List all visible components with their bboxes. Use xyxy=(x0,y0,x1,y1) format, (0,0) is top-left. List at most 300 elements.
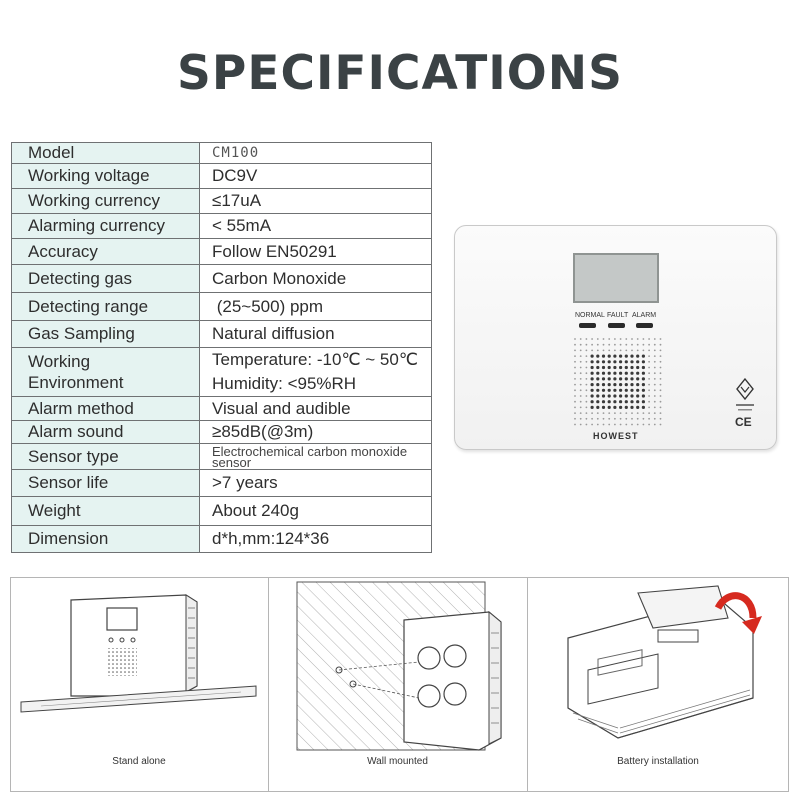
table-row xyxy=(12,526,432,553)
speaker-hole xyxy=(614,418,616,420)
speaker-hole xyxy=(630,377,633,380)
speaker-hole xyxy=(580,344,582,346)
speaker-hole xyxy=(602,377,605,380)
panel-wall-mounted xyxy=(268,578,526,791)
table-row xyxy=(12,189,432,214)
speaker-hole xyxy=(630,360,633,363)
speaker-hole xyxy=(654,344,656,346)
speaker-hole xyxy=(660,418,662,420)
speaker-hole xyxy=(637,424,639,426)
table-row xyxy=(12,421,432,444)
speaker-hole xyxy=(608,344,610,346)
speaker-hole xyxy=(630,355,633,358)
speaker-hole xyxy=(591,418,593,420)
led-alarm xyxy=(636,323,653,328)
speaker-hole xyxy=(591,350,593,352)
speaker-hole xyxy=(637,350,639,352)
speaker-hole xyxy=(619,383,622,386)
speaker-hole xyxy=(614,350,616,352)
speaker-hole xyxy=(636,400,639,403)
speaker-hole xyxy=(574,338,576,340)
speaker-hole xyxy=(654,407,656,409)
speaker-hole xyxy=(608,400,611,403)
installation-panels xyxy=(10,577,789,792)
speaker-hole xyxy=(574,361,576,363)
speaker-hole xyxy=(586,389,588,391)
caption-stand-alone: Stand alone xyxy=(112,756,166,767)
spec-label: Alarm method xyxy=(12,397,200,421)
speaker-hole xyxy=(630,394,633,397)
speaker-hole xyxy=(619,389,622,392)
spec-value: Visual and audible xyxy=(200,397,432,421)
speaker-hole xyxy=(660,412,662,414)
speaker-hole xyxy=(602,360,605,363)
speaker-hole xyxy=(625,394,628,397)
spec-value: (25~500) ppm xyxy=(200,293,432,321)
speaker-hole xyxy=(591,355,594,358)
speaker-hole xyxy=(642,383,645,386)
speaker-hole xyxy=(603,424,605,426)
speaker-hole xyxy=(648,355,650,357)
speaker-hole xyxy=(625,400,628,403)
speaker-hole xyxy=(625,377,628,380)
kitemark-icon xyxy=(734,376,756,416)
speaker-hole xyxy=(630,389,633,392)
speaker-hole xyxy=(619,400,622,403)
speaker-hole xyxy=(637,418,639,420)
spec-label: Detecting range xyxy=(12,293,200,321)
speaker-hole xyxy=(620,424,622,426)
spec-label: Accuracy xyxy=(12,239,200,265)
speaker-hole xyxy=(591,412,593,414)
ce-mark: CE xyxy=(735,415,752,429)
speaker-hole xyxy=(597,418,599,420)
speaker-hole xyxy=(597,344,599,346)
spec-label: Sensor type xyxy=(12,444,200,470)
spec-value: < 55mA xyxy=(200,214,432,239)
speaker-hole xyxy=(654,401,656,403)
speaker-hole xyxy=(580,367,582,369)
spec-value: Carbon Monoxide xyxy=(200,265,432,293)
led-normal xyxy=(579,323,596,328)
spec-value-line: Electrochemical carbon monoxide xyxy=(212,443,408,459)
speaker-hole xyxy=(625,350,627,352)
speaker-hole xyxy=(591,360,594,363)
speaker-hole xyxy=(619,377,622,380)
speaker-hole xyxy=(660,389,662,391)
speaker-hole xyxy=(580,372,582,374)
speaker-hole xyxy=(642,394,645,397)
speaker-hole xyxy=(608,389,611,392)
spec-label: Working currency xyxy=(12,189,200,214)
speaker-hole xyxy=(574,395,576,397)
speaker-hole xyxy=(586,344,588,346)
speaker-hole xyxy=(596,406,599,409)
speaker-hole xyxy=(613,394,616,397)
speaker-hole xyxy=(631,350,633,352)
spec-value: Natural diffusion xyxy=(200,321,432,348)
spec-label: Dimension xyxy=(12,526,200,553)
indicator-label-fault: FAULT xyxy=(607,312,629,319)
speaker-hole xyxy=(586,395,588,397)
speaker-hole xyxy=(591,366,594,369)
speaker-hole xyxy=(603,412,605,414)
speaker-hole xyxy=(619,394,622,397)
speaker-hole xyxy=(586,418,588,420)
table-row xyxy=(12,143,432,164)
speaker-hole xyxy=(636,377,639,380)
speaker-hole xyxy=(654,338,656,340)
speaker-hole xyxy=(631,424,633,426)
speaker-hole xyxy=(648,389,650,391)
speaker-hole xyxy=(642,372,645,375)
speaker-hole xyxy=(602,394,605,397)
speaker-hole xyxy=(643,424,645,426)
speaker-hole xyxy=(602,389,605,392)
speaker-hole xyxy=(586,401,588,403)
speaker-hole xyxy=(648,418,650,420)
speaker-hole xyxy=(596,360,599,363)
speaker-hole xyxy=(637,412,639,414)
speaker-hole xyxy=(643,412,645,414)
table-row xyxy=(12,321,432,348)
speaker-hole xyxy=(642,360,645,363)
speaker-hole xyxy=(586,407,588,409)
speaker-hole xyxy=(625,424,627,426)
speaker-hole xyxy=(586,361,588,363)
speaker-hole xyxy=(602,366,605,369)
speaker-hole xyxy=(660,384,662,386)
speaker-hole xyxy=(637,344,639,346)
table-row xyxy=(12,239,432,265)
speaker-hole xyxy=(660,355,662,357)
speaker-hole xyxy=(654,350,656,352)
speaker-hole xyxy=(574,407,576,409)
speaker-hole xyxy=(574,389,576,391)
speaker-hole xyxy=(586,350,588,352)
speaker-hole xyxy=(654,412,656,414)
speaker-hole xyxy=(625,338,627,340)
speaker-hole xyxy=(586,412,588,414)
spec-label: Model xyxy=(12,143,200,164)
speaker-hole xyxy=(603,344,605,346)
speaker-hole xyxy=(586,355,588,357)
speaker-hole xyxy=(574,372,576,374)
speaker-hole xyxy=(654,424,656,426)
detector-product-image xyxy=(454,225,777,450)
speaker-hole xyxy=(648,407,650,409)
speaker-hole xyxy=(608,394,611,397)
speaker-hole xyxy=(660,361,662,363)
spec-label: Alarming currency xyxy=(12,214,200,239)
speaker-hole xyxy=(642,355,645,358)
spec-value: >7 years xyxy=(200,470,432,497)
speaker-hole xyxy=(625,389,628,392)
speaker-hole xyxy=(630,383,633,386)
speaker-hole xyxy=(596,377,599,380)
speaker-hole xyxy=(619,366,622,369)
speaker-hole xyxy=(636,355,639,358)
speaker-hole xyxy=(591,406,594,409)
speaker-hole xyxy=(620,338,622,340)
speaker-hole xyxy=(625,344,627,346)
speaker-hole xyxy=(630,366,633,369)
speaker-hole xyxy=(654,355,656,357)
speaker-hole xyxy=(636,360,639,363)
speaker-hole xyxy=(591,424,593,426)
speaker-hole xyxy=(580,412,582,414)
speaker-hole xyxy=(619,355,622,358)
speaker-hole xyxy=(602,383,605,386)
speaker-hole xyxy=(625,366,628,369)
speaker-hole xyxy=(620,418,622,420)
led-fault xyxy=(608,323,625,328)
speaker-hole xyxy=(630,400,633,403)
speaker-hole xyxy=(636,366,639,369)
spec-value: d*h,mm:124*36 xyxy=(200,526,432,553)
spec-label: Weight xyxy=(12,497,200,526)
speaker-hole xyxy=(580,338,582,340)
speaker-hole xyxy=(574,424,576,426)
speaker-hole xyxy=(643,338,645,340)
speaker-hole xyxy=(625,383,628,386)
speaker-grille xyxy=(572,336,664,428)
speaker-hole xyxy=(608,412,610,414)
speaker-hole xyxy=(586,424,588,426)
speaker-hole xyxy=(580,389,582,391)
speaker-hole xyxy=(602,400,605,403)
table-row xyxy=(12,470,432,497)
spec-value xyxy=(200,444,432,470)
speaker-hole xyxy=(574,384,576,386)
speaker-hole xyxy=(631,412,633,414)
speaker-hole xyxy=(586,367,588,369)
speaker-hole xyxy=(596,383,599,386)
table-row xyxy=(12,265,432,293)
stand-alone-illustration xyxy=(11,578,267,753)
speaker-hole xyxy=(648,344,650,346)
speaker-hole xyxy=(608,350,610,352)
speaker-hole xyxy=(580,378,582,380)
spec-value-line: sensor xyxy=(212,454,252,470)
speaker-hole xyxy=(648,424,650,426)
speaker-hole xyxy=(574,378,576,380)
speaker-hole xyxy=(608,355,611,358)
speaker-hole xyxy=(613,406,616,409)
speaker-hole xyxy=(613,355,616,358)
table-row xyxy=(12,497,432,526)
speaker-hole xyxy=(654,367,656,369)
speaker-hole xyxy=(608,383,611,386)
specifications-table xyxy=(11,142,432,553)
lcd-display xyxy=(573,253,659,303)
speaker-hole xyxy=(620,412,622,414)
spec-label: Alarm sound xyxy=(12,421,200,444)
speaker-hole xyxy=(574,344,576,346)
speaker-hole xyxy=(608,366,611,369)
speaker-hole xyxy=(591,338,593,340)
speaker-hole xyxy=(613,360,616,363)
speaker-hole xyxy=(596,389,599,392)
speaker-hole xyxy=(574,350,576,352)
wall-mounted-illustration xyxy=(269,578,527,753)
table-row xyxy=(12,164,432,189)
speaker-hole xyxy=(654,418,656,420)
spec-value-line: Humidity: <95%RH xyxy=(212,374,357,393)
speaker-hole xyxy=(620,344,622,346)
speaker-hole xyxy=(625,360,628,363)
spec-label: Working voltage xyxy=(12,164,200,189)
speaker-hole xyxy=(580,350,582,352)
speaker-hole xyxy=(613,389,616,392)
speaker-hole xyxy=(636,383,639,386)
speaker-hole xyxy=(596,355,599,358)
speaker-hole xyxy=(613,400,616,403)
speaker-hole xyxy=(625,355,628,358)
speaker-hole xyxy=(630,372,633,375)
speaker-hole xyxy=(591,377,594,380)
speaker-hole xyxy=(597,424,599,426)
speaker-hole xyxy=(586,384,588,386)
speaker-hole xyxy=(642,400,645,403)
table-row xyxy=(12,444,432,470)
spec-label-line: Working xyxy=(28,352,91,371)
speaker-hole xyxy=(603,338,605,340)
speaker-hole xyxy=(643,418,645,420)
speaker-hole xyxy=(602,355,605,358)
speaker-hole xyxy=(574,412,576,414)
spec-label-line: Environment xyxy=(28,373,124,392)
page-title: SPECIFICATIONS xyxy=(177,46,623,101)
speaker-hole xyxy=(636,394,639,397)
speaker-hole xyxy=(625,412,627,414)
speaker-hole xyxy=(636,406,639,409)
speaker-hole xyxy=(648,367,650,369)
speaker-hole xyxy=(630,406,633,409)
speaker-hole xyxy=(654,378,656,380)
speaker-hole xyxy=(580,395,582,397)
speaker-hole xyxy=(619,406,622,409)
speaker-hole xyxy=(648,338,650,340)
indicator-label-normal: NORMAL xyxy=(575,312,605,319)
speaker-hole xyxy=(625,406,628,409)
speaker-hole xyxy=(637,338,639,340)
speaker-hole xyxy=(591,389,594,392)
speaker-hole xyxy=(597,338,599,340)
speaker-hole xyxy=(574,401,576,403)
speaker-hole xyxy=(648,350,650,352)
speaker-hole xyxy=(660,395,662,397)
speaker-hole xyxy=(648,384,650,386)
speaker-hole xyxy=(580,355,582,357)
speaker-hole xyxy=(591,394,594,397)
speaker-hole xyxy=(660,367,662,369)
speaker-hole xyxy=(580,384,582,386)
speaker-hole xyxy=(660,424,662,426)
speaker-hole xyxy=(631,418,633,420)
spec-value: Follow EN50291 xyxy=(200,239,432,265)
table-row xyxy=(12,397,432,421)
speaker-hole xyxy=(620,350,622,352)
spec-label xyxy=(12,348,200,397)
speaker-hole xyxy=(597,412,599,414)
speaker-hole xyxy=(580,418,582,420)
indicator-label-alarm: ALARM xyxy=(632,312,657,319)
speaker-hole xyxy=(591,344,593,346)
speaker-hole xyxy=(660,350,662,352)
speaker-hole xyxy=(614,424,616,426)
speaker-hole xyxy=(613,366,616,369)
speaker-hole xyxy=(608,360,611,363)
panel-stand-alone xyxy=(11,578,267,791)
speaker-hole xyxy=(614,412,616,414)
spec-value: CM100 xyxy=(200,143,432,164)
table-row xyxy=(12,214,432,239)
speaker-hole xyxy=(586,372,588,374)
speaker-hole xyxy=(660,344,662,346)
speaker-hole xyxy=(580,407,582,409)
speaker-hole xyxy=(648,412,650,414)
battery-installation-illustration xyxy=(528,578,789,753)
speaker-hole xyxy=(603,418,605,420)
speaker-hole xyxy=(608,377,611,380)
speaker-hole xyxy=(643,350,645,352)
speaker-hole xyxy=(580,424,582,426)
speaker-hole xyxy=(660,372,662,374)
spec-label: Sensor life xyxy=(12,470,200,497)
speaker-hole xyxy=(580,401,582,403)
spec-label: Detecting gas xyxy=(12,265,200,293)
speaker-hole xyxy=(608,406,611,409)
speaker-hole xyxy=(642,377,645,380)
spec-value: ≥85dB(@3m) xyxy=(200,421,432,444)
speaker-hole xyxy=(574,418,576,420)
speaker-hole xyxy=(591,400,594,403)
speaker-hole xyxy=(597,350,599,352)
speaker-hole xyxy=(660,378,662,380)
speaker-hole xyxy=(608,338,610,340)
speaker-hole xyxy=(654,384,656,386)
speaker-hole xyxy=(614,344,616,346)
speaker-hole xyxy=(642,366,645,369)
speaker-hole xyxy=(586,338,588,340)
speaker-hole xyxy=(648,361,650,363)
spec-value xyxy=(200,348,432,397)
speaker-hole xyxy=(648,378,650,380)
caption-wall-mounted: Wall mounted xyxy=(367,756,428,767)
speaker-hole xyxy=(596,400,599,403)
speaker-hole xyxy=(642,389,645,392)
speaker-hole xyxy=(654,372,656,374)
speaker-hole xyxy=(608,372,611,375)
speaker-hole xyxy=(613,372,616,375)
speaker-hole xyxy=(648,372,650,374)
speaker-hole xyxy=(660,401,662,403)
caption-battery-installation: Battery installation xyxy=(617,756,699,767)
speaker-hole xyxy=(596,394,599,397)
speaker-hole xyxy=(625,372,628,375)
speaker-hole xyxy=(574,355,576,357)
speaker-hole xyxy=(602,406,605,409)
speaker-hole xyxy=(608,418,610,420)
speaker-hole xyxy=(631,344,633,346)
speaker-hole xyxy=(654,361,656,363)
speaker-hole xyxy=(602,372,605,375)
speaker-hole xyxy=(643,344,645,346)
speaker-hole xyxy=(619,360,622,363)
table-row xyxy=(12,348,432,397)
speaker-hole xyxy=(660,338,662,340)
